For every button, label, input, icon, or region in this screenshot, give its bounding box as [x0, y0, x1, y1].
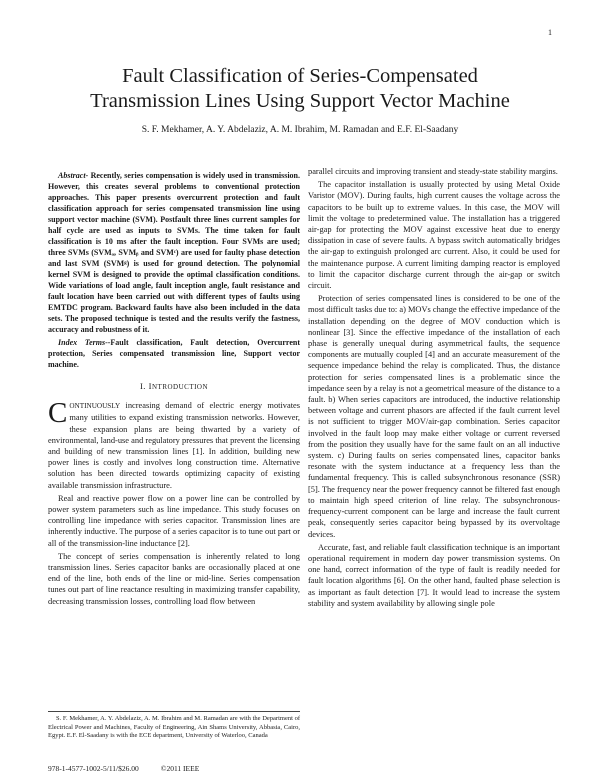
right-column [308, 166, 560, 611]
right-paragraph-0: parallel circuits and improving transient and steady-state stability margins. [308, 167, 558, 176]
section-title-first: I [148, 381, 152, 391]
author-footnote [48, 711, 300, 741]
isbn-number: 978-1-4577-1002-5/11/$26.00 [48, 764, 139, 773]
introduction-body [48, 397, 300, 607]
right-paragraph-2: Protection of series compensated lines is considered to be one of the most difficult tasks due to: a) MOVs change the effective impedance of the installation depending on the degree of MOV conduction which is nonlinear [3]. Since the effective impedance of the installation of each phase is generally unequal during asymmetrical faults, the sequence components are mutually coupled [4] and an accurate measurement of the sequence impedance behind the relay is complicated. Thus, the distance protection for series compensated lines is a problematic since the impedance seen by a relay is not a geometrical measure of the distance to a fault. b) When series capacitors are introduced, the inductive relationship between voltage and current phasors are affected if the fault current level is not sufficient to trigger MOV/air-gap combination. Series capacitor involved in the fault loop may make either voltage or current reversed from the position they usually have for the same fault on an all inductive system. c) During faults on series compensated lines, capacitor banks resonate with the system inductance at a frequency less than the fundamental frequency. This is called subsynchronous resonance (SSR) [5]. The frequency near the power frequency cannot be filtered fast enough to maintain high speed criterion of line relay. The subsynchronous-frequency-current component can be large and increase the fault current peak, consequently series capacitor being bypassed by its overvoltage devices. [308, 294, 560, 539]
right-paragraph-3: Accurate, fast, and reliable fault classification technique is an important operational requirement in modern day power transmission systems. On one hand, correct information of the type of fault is readily needed for fault location algorithms [6]. On the other hand, faulted phase selection is as important as fault detection [7]. It would lead to increase the system stability and system availability by allowing single pole [308, 542, 560, 608]
abstract-label: Abstract- [58, 171, 89, 180]
drop-cap: C [48, 397, 68, 430]
intro-first-word: ONTINUOUSLY [69, 402, 121, 411]
paper-title [40, 64, 560, 114]
isbn-line [48, 764, 199, 773]
copyright-notice: ©2011 IEEE [160, 764, 200, 773]
title-line-1: Fault Classification of Series-Compensated [122, 65, 478, 87]
index-terms-text: --Fault classification, Fault detection, Overcurrent protection, Series compensated transmission line, Support vector machine. [48, 338, 300, 369]
page-number: 1 [548, 28, 552, 37]
abstract-text: Recently, series compensation is widely used in transmission. However, this creates several problems to conventional protection approaches. This paper presents overcurrent protection and fault classification approach for series compensated transmission line using support vector machine (SVM). Postfault three lines current samples for half cycle are used as inputs to SVMs. The time taken for fault classification is 10 ms after the fault inception. Four SVMs are used; three SVMs (SVMₐ, SVMᵦ and SVMᶜ) are used for faulty phase detection and last SVM (SVMᵍ) is used for ground detection. The polynomial kernel SVM is designed to provide the optimal classification conditions. Wide variations of load angle, fault inception angle, fault resistance and fault location have been carried out with different types of faults using EMTDC program. Backward faults have also been included in the data sets. The proposed technique is tested and the results verify the fastness, accuracy and robustness of it. [48, 171, 300, 334]
section-title-rest: NTRODUCTION [151, 383, 209, 391]
section-heading-introduction [48, 381, 300, 393]
index-terms [48, 337, 300, 370]
intro-paragraph-3: The concept of series compensation is inherently related to long transmission lines. Series capacitor banks are occasionally placed at one end of the line, both ends of the line or mid-line. Series compensation tunes out part of line reactance resulting in maximizing transfer capability, decreasing transmission losses, controlling load flow between [48, 551, 300, 606]
intro-paragraph-1 [48, 397, 300, 491]
left-column [48, 170, 300, 609]
right-paragraph-1: The capacitor installation is usually protected by using Metal Oxide Varistor (MOV). During faults, high current causes the voltage across the capacitors to be built up to extreme values. In this case, the MOV will limit the voltage to predetermined value. The installation has a triggered air-gap for protecting the MOV against excessive heat due to energy dissipation in case of severe faults. A bypass switch automatically bridges the air-gap to extinguish prolonged arc current. Also, it could be used for the maintenance purpose. A current limiting damping reactor is employed to limit the capacitor discharge current through the air-gap or switch circuit. [308, 180, 560, 291]
footnote-text: S. F. Mekhamer, A. Y. Abdelaziz, A. M. Ibrahim and M. Ramadan are with the Department of Electrical Power and Machines, Faculty of Engineering, Ain Shams University, Abbasia, Cairo, Egypt. E.F. El-Saadany is with the ECE department, University of Waterloo, Canada [48, 715, 300, 739]
section-numeral: I. [139, 381, 146, 391]
author-list: S. F. Mekhamer, A. Y. Abdelaziz, A. M. Ibrahim, M. Ramadan and E.F. El-Saadany [141, 125, 459, 135]
intro-paragraph-2: Real and reactive power flow on a power line can be controlled by power system parameters such as line impedance. This study focuses on controlling line impedance with series capacitor. Transmission lines are inherently inductive. The purpose of a series capacitor is to tune out part or all of the transmission-line inductance [2]. [48, 493, 300, 548]
intro-p1-text: increasing demand of electric energy motivates many utilities to expand existing transmission networks. However, these expansion plans are being thwarted by a variety of environmental, land-use and regulatory pressures that prevent the licensing and building of new transmission lines [1]. In addition, building new power lines is costly and involves long construction time. Alternative solution has been directed towards optimizing capacity of existing available transmission infrastructure. [48, 401, 300, 490]
index-terms-label: Index Terms [58, 338, 106, 347]
title-line-2: Transmission Lines Using Support Vector Machine [90, 90, 510, 112]
abstract [48, 170, 300, 335]
